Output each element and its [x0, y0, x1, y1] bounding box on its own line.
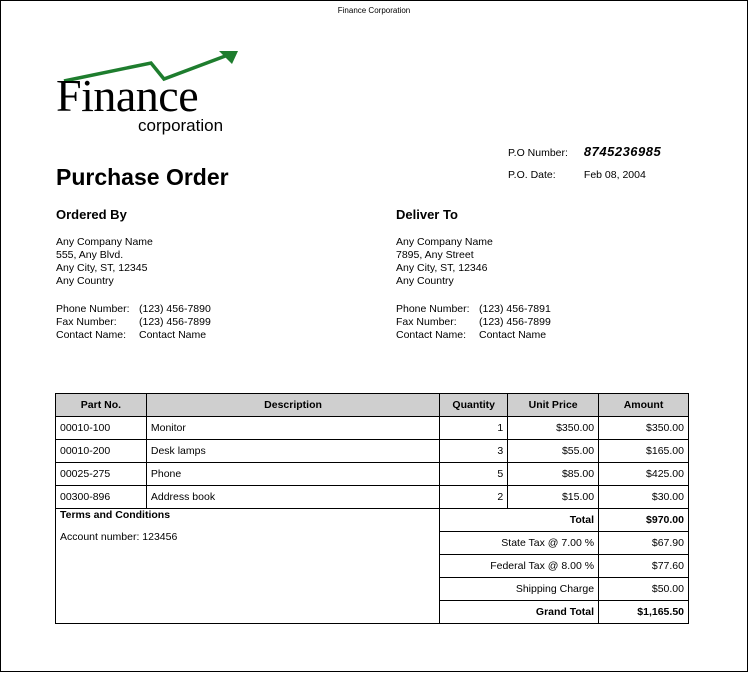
- logo-subtitle: corporation: [138, 116, 224, 135]
- deliver-to-phone: (123) 456-7891: [479, 303, 551, 315]
- part-number-cell: 00010-200: [56, 440, 147, 463]
- part-number-cell: 00300-896: [56, 486, 147, 509]
- unit-price-cell: $15.00: [508, 486, 599, 509]
- col-header-amount: Amount: [599, 394, 689, 417]
- description-cell: Address book: [146, 486, 439, 509]
- terms-text: Account number: 123456: [60, 531, 178, 543]
- ordered-by-company: Any Company Name: [56, 236, 153, 248]
- unit-price-cell: $55.00: [508, 440, 599, 463]
- deliver-to-phone-row: [396, 303, 656, 316]
- order-items-table: [55, 393, 689, 624]
- amount-cell: $30.00: [599, 486, 689, 509]
- deliver-to-contact-row: [396, 329, 656, 342]
- deliver-to-heading: Deliver To: [396, 207, 458, 222]
- terms-title: Terms and Conditions: [60, 509, 171, 521]
- grand-total-label: Grand Total: [440, 601, 599, 624]
- ordered-by-street: 555, Any Blvd.: [56, 249, 124, 261]
- col-header-unit-price: Unit Price: [508, 394, 599, 417]
- amount-cell: $425.00: [599, 463, 689, 486]
- deliver-to-country: Any Country: [396, 275, 454, 287]
- table-header-row: [56, 394, 689, 417]
- deliver-to-company: Any Company Name: [396, 236, 493, 248]
- federal-tax-label: Federal Tax @ 8.00 %: [440, 555, 599, 578]
- shipping-value: $50.00: [599, 578, 689, 601]
- unit-price-cell: $350.00: [508, 417, 599, 440]
- quantity-cell: 2: [440, 486, 508, 509]
- ordered-by-fax-label: Fax Number:: [56, 316, 117, 328]
- po-number-label: P.O Number:: [508, 147, 568, 159]
- deliver-to-fax-row: [396, 316, 656, 329]
- quantity-cell: 1: [440, 417, 508, 440]
- description-cell: Desk lamps: [146, 440, 439, 463]
- amount-cell: $165.00: [599, 440, 689, 463]
- total-value: $970.00: [599, 509, 689, 532]
- col-header-part-no: Part No.: [56, 394, 147, 417]
- table-row: [56, 463, 689, 486]
- deliver-to-fax: (123) 456-7899: [479, 316, 551, 328]
- ordered-by-city: Any City, ST, 12345: [56, 262, 148, 274]
- table-row: [56, 417, 689, 440]
- part-number-cell: 00025-275: [56, 463, 147, 486]
- po-date-value: Feb 08, 2004: [583, 169, 646, 181]
- terms-and-conditions-cell: [56, 509, 440, 624]
- deliver-to-phone-label: Phone Number:: [396, 303, 470, 315]
- total-row: [56, 509, 689, 532]
- description-cell: Phone: [146, 463, 439, 486]
- page-header-title: Finance Corporation: [337, 6, 411, 15]
- col-header-quantity: Quantity: [440, 394, 508, 417]
- shipping-label: Shipping Charge: [440, 578, 599, 601]
- ordered-by-heading: Ordered By: [56, 207, 127, 222]
- deliver-to-contact: Contact Name: [479, 329, 547, 341]
- deliver-to-street: 7895, Any Street: [396, 249, 474, 261]
- total-label: Total: [440, 509, 599, 532]
- table-row: [56, 440, 689, 463]
- ordered-by-phone-row: [56, 303, 316, 316]
- ordered-by-phone: (123) 456-7890: [139, 303, 211, 315]
- deliver-to-block: [396, 208, 656, 342]
- description-cell: Monitor: [146, 417, 439, 440]
- quantity-cell: 5: [440, 463, 508, 486]
- ordered-by-contact: Contact Name: [139, 329, 207, 341]
- unit-price-cell: $85.00: [508, 463, 599, 486]
- table-row: [56, 486, 689, 509]
- state-tax-value: $67.90: [599, 532, 689, 555]
- ordered-by-fax: (123) 456-7899: [139, 316, 211, 328]
- federal-tax-value: $77.60: [599, 555, 689, 578]
- po-date-row: [508, 169, 646, 181]
- quantity-cell: 3: [440, 440, 508, 463]
- grand-total-value: $1,165.50: [599, 601, 689, 624]
- ordered-by-contact-label: Contact Name:: [56, 329, 127, 341]
- po-date-label: P.O. Date:: [508, 169, 556, 181]
- deliver-to-contact-label: Contact Name:: [396, 329, 467, 341]
- ordered-by-block: [56, 208, 316, 342]
- col-header-description: Description: [146, 394, 439, 417]
- state-tax-label: State Tax @ 7.00 %: [440, 532, 599, 555]
- ordered-by-phone-label: Phone Number:: [56, 303, 130, 315]
- ordered-by-country: Any Country: [56, 275, 114, 287]
- po-number-value: 8745236985: [583, 144, 662, 159]
- deliver-to-city: Any City, ST, 12346: [396, 262, 488, 274]
- part-number-cell: 00010-100: [56, 417, 147, 440]
- company-logo: [56, 49, 246, 139]
- po-number-row: [508, 144, 661, 159]
- ordered-by-contact-row: [56, 329, 316, 342]
- logo-wordmark: Finance: [56, 70, 199, 121]
- amount-cell: $350.00: [599, 417, 689, 440]
- document-title: Purchase Order: [56, 164, 229, 190]
- ordered-by-fax-row: [56, 316, 316, 329]
- deliver-to-fax-label: Fax Number:: [396, 316, 457, 328]
